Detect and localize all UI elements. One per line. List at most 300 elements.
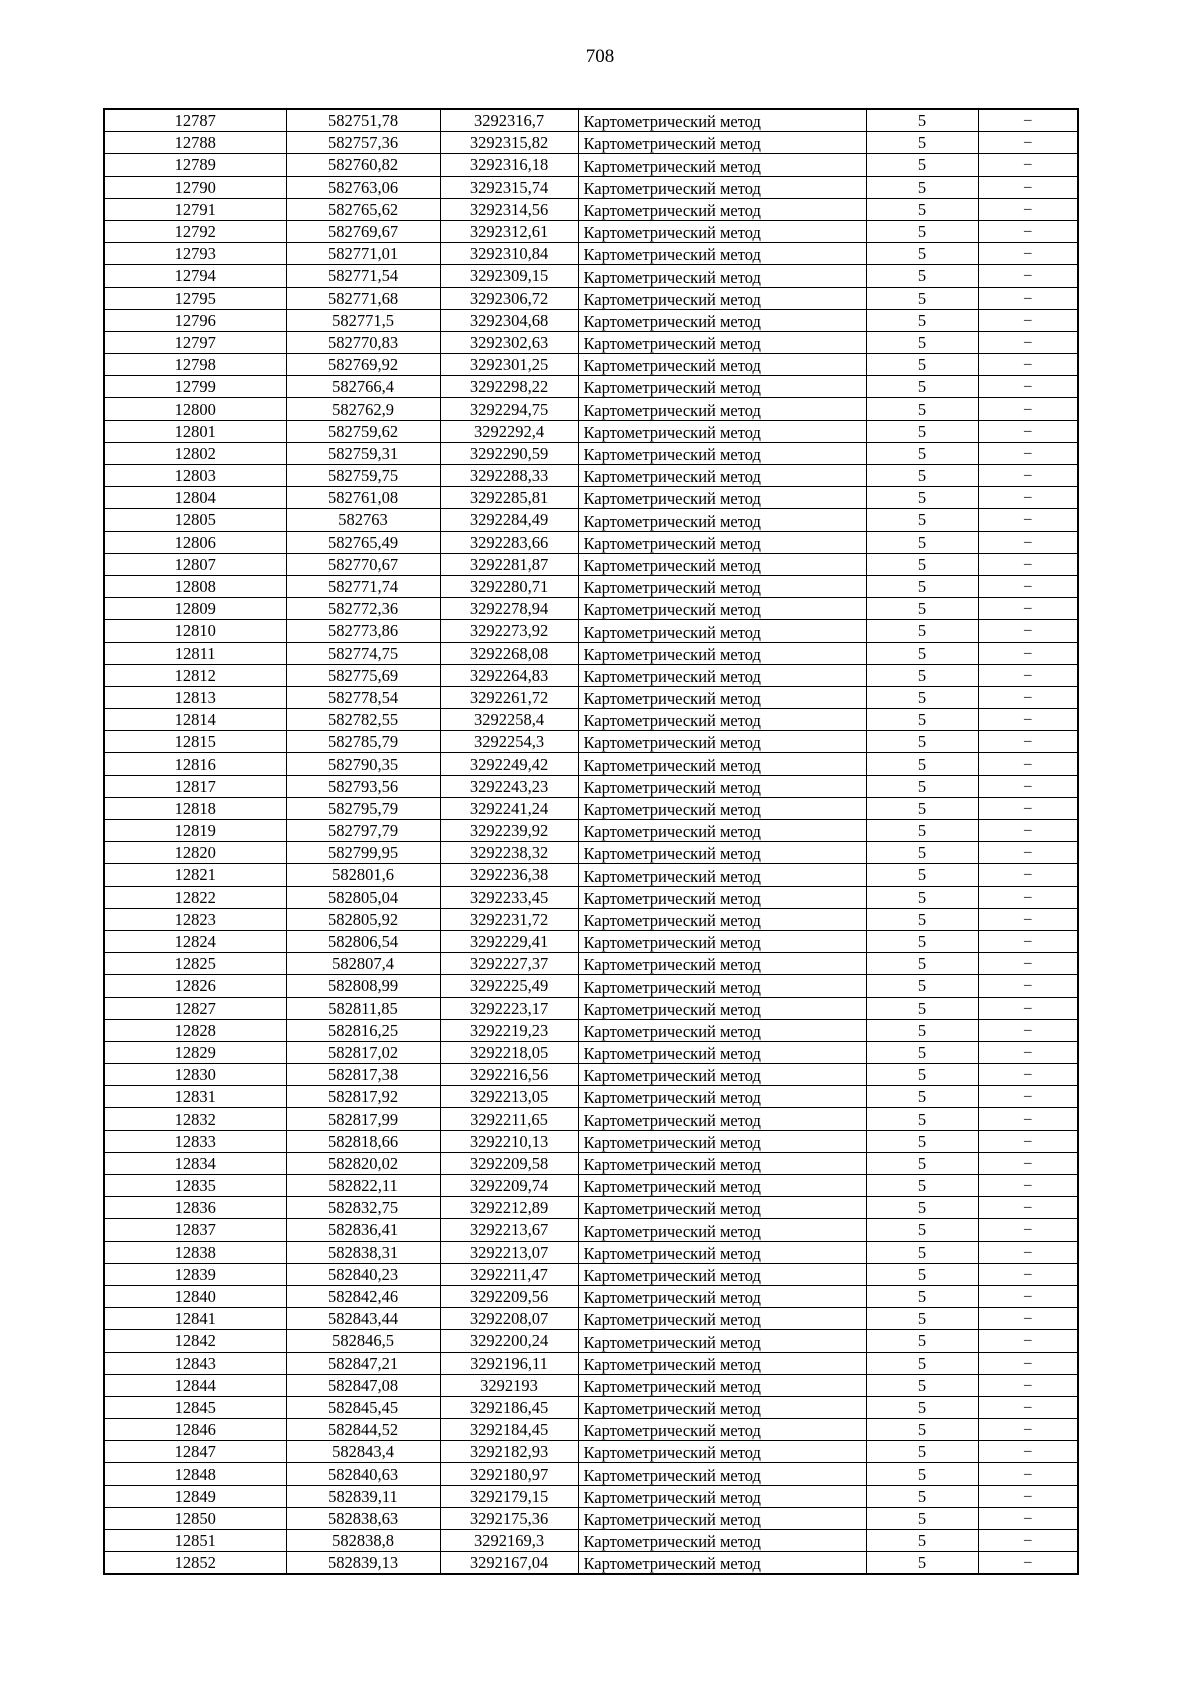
note-cell: –	[978, 1219, 1078, 1241]
x-coordinate-cell: 582760,82	[286, 154, 440, 176]
table-row	[104, 1352, 1078, 1374]
y-coordinate-cell: 3292285,81	[440, 487, 578, 509]
x-coordinate-cell: 582772,36	[286, 598, 440, 620]
method-cell: Картометрический метод	[578, 509, 866, 531]
point-number-cell: 12832	[104, 1108, 286, 1130]
note-cell: –	[978, 109, 1078, 132]
y-coordinate-cell: 3292179,15	[440, 1485, 578, 1507]
x-coordinate-cell: 582770,67	[286, 553, 440, 575]
method-cell: Картометрический метод	[578, 820, 866, 842]
y-coordinate-cell: 3292213,07	[440, 1241, 578, 1263]
x-coordinate-cell: 582808,99	[286, 975, 440, 997]
x-coordinate-cell: 582759,31	[286, 442, 440, 464]
note-cell: –	[978, 1175, 1078, 1197]
x-coordinate-cell: 582805,92	[286, 908, 440, 930]
note-cell: –	[978, 598, 1078, 620]
note-cell: –	[978, 420, 1078, 442]
table-row	[104, 775, 1078, 797]
note-cell: –	[978, 465, 1078, 487]
y-coordinate-cell: 3292309,15	[440, 265, 578, 287]
accuracy-cell: 5	[866, 1396, 978, 1418]
x-coordinate-cell: 582805,04	[286, 886, 440, 908]
table-row	[104, 664, 1078, 686]
accuracy-cell: 5	[866, 1485, 978, 1507]
accuracy-cell: 5	[866, 331, 978, 353]
point-number-cell: 12800	[104, 398, 286, 420]
accuracy-cell: 5	[866, 1197, 978, 1219]
method-cell: Картометрический метод	[578, 1219, 866, 1241]
y-coordinate-cell: 3292218,05	[440, 1041, 578, 1063]
x-coordinate-cell: 582773,86	[286, 620, 440, 642]
method-cell: Картометрический метод	[578, 1130, 866, 1152]
table-row	[104, 1108, 1078, 1130]
method-cell: Картометрический метод	[578, 1463, 866, 1485]
point-number-cell: 12849	[104, 1485, 286, 1507]
method-cell: Картометрический метод	[578, 198, 866, 220]
y-coordinate-cell: 3292186,45	[440, 1396, 578, 1418]
note-cell: –	[978, 1419, 1078, 1441]
x-coordinate-cell: 582817,92	[286, 1086, 440, 1108]
x-coordinate-cell: 582816,25	[286, 1019, 440, 1041]
x-coordinate-cell: 582840,63	[286, 1463, 440, 1485]
x-coordinate-cell: 582771,01	[286, 243, 440, 265]
accuracy-cell: 5	[866, 1330, 978, 1352]
x-coordinate-cell: 582763	[286, 509, 440, 531]
x-coordinate-cell: 582847,21	[286, 1352, 440, 1374]
y-coordinate-cell: 3292210,13	[440, 1130, 578, 1152]
x-coordinate-cell: 582774,75	[286, 642, 440, 664]
table-row	[104, 420, 1078, 442]
accuracy-cell: 5	[866, 686, 978, 708]
note-cell: –	[978, 908, 1078, 930]
table-row	[104, 220, 1078, 242]
table-row	[104, 465, 1078, 487]
point-number-cell: 12842	[104, 1330, 286, 1352]
accuracy-cell: 5	[866, 1041, 978, 1063]
accuracy-cell: 5	[866, 997, 978, 1019]
point-number-cell: 12840	[104, 1285, 286, 1307]
table-row	[104, 1263, 1078, 1285]
accuracy-cell: 5	[866, 620, 978, 642]
x-coordinate-cell: 582839,11	[286, 1485, 440, 1507]
accuracy-cell: 5	[866, 953, 978, 975]
table-row	[104, 1396, 1078, 1418]
x-coordinate-cell: 582820,02	[286, 1152, 440, 1174]
x-coordinate-cell: 582778,54	[286, 686, 440, 708]
note-cell: –	[978, 1374, 1078, 1396]
x-coordinate-cell: 582769,67	[286, 220, 440, 242]
table-row	[104, 709, 1078, 731]
x-coordinate-cell: 582811,85	[286, 997, 440, 1019]
accuracy-cell: 5	[866, 1152, 978, 1174]
x-coordinate-cell: 582838,31	[286, 1241, 440, 1263]
note-cell: –	[978, 309, 1078, 331]
x-coordinate-cell: 582817,38	[286, 1064, 440, 1086]
point-number-cell: 12806	[104, 531, 286, 553]
y-coordinate-cell: 3292316,7	[440, 109, 578, 132]
point-number-cell: 12829	[104, 1041, 286, 1063]
y-coordinate-cell: 3292243,23	[440, 775, 578, 797]
point-number-cell: 12801	[104, 420, 286, 442]
note-cell: –	[978, 265, 1078, 287]
table-row	[104, 1064, 1078, 1086]
point-number-cell: 12808	[104, 575, 286, 597]
table-row	[104, 1219, 1078, 1241]
x-coordinate-cell: 582838,63	[286, 1507, 440, 1529]
note-cell: –	[978, 1507, 1078, 1529]
accuracy-cell: 5	[866, 1374, 978, 1396]
table-row	[104, 953, 1078, 975]
accuracy-cell: 5	[866, 975, 978, 997]
x-coordinate-cell: 582763,06	[286, 176, 440, 198]
method-cell: Картометрический метод	[578, 487, 866, 509]
y-coordinate-cell: 3292209,58	[440, 1152, 578, 1174]
method-cell: Картометрический метод	[578, 1108, 866, 1130]
point-number-cell: 12813	[104, 686, 286, 708]
note-cell: –	[978, 243, 1078, 265]
method-cell: Картометрический метод	[578, 1374, 866, 1396]
table-row	[104, 1419, 1078, 1441]
accuracy-cell: 5	[866, 265, 978, 287]
x-coordinate-cell: 582771,5	[286, 309, 440, 331]
table-row	[104, 820, 1078, 842]
x-coordinate-cell: 582807,4	[286, 953, 440, 975]
y-coordinate-cell: 3292280,71	[440, 575, 578, 597]
x-coordinate-cell: 582775,69	[286, 664, 440, 686]
page-number: 708	[585, 46, 615, 67]
accuracy-cell: 5	[866, 1263, 978, 1285]
x-coordinate-cell: 582762,9	[286, 398, 440, 420]
point-number-cell: 12815	[104, 731, 286, 753]
table-row	[104, 1308, 1078, 1330]
table-row	[104, 1463, 1078, 1485]
x-coordinate-cell: 582761,08	[286, 487, 440, 509]
x-coordinate-cell: 582757,36	[286, 132, 440, 154]
x-coordinate-cell: 582770,83	[286, 331, 440, 353]
note-cell: –	[978, 575, 1078, 597]
method-cell: Картометрический метод	[578, 1485, 866, 1507]
table-row	[104, 731, 1078, 753]
x-coordinate-cell: 582782,55	[286, 709, 440, 731]
method-cell: Картометрический метод	[578, 1352, 866, 1374]
y-coordinate-cell: 3292209,74	[440, 1175, 578, 1197]
point-number-cell: 12827	[104, 997, 286, 1019]
point-number-cell: 12795	[104, 287, 286, 309]
method-cell: Картометрический метод	[578, 1197, 866, 1219]
method-cell: Картометрический метод	[578, 109, 866, 132]
table-row	[104, 1152, 1078, 1174]
note-cell: –	[978, 1530, 1078, 1552]
y-coordinate-cell: 3292211,47	[440, 1263, 578, 1285]
method-cell: Картометрический метод	[578, 1419, 866, 1441]
method-cell: Картометрический метод	[578, 1086, 866, 1108]
table-row	[104, 975, 1078, 997]
table-row	[104, 1197, 1078, 1219]
accuracy-cell: 5	[866, 1019, 978, 1041]
y-coordinate-cell: 3292273,92	[440, 620, 578, 642]
point-number-cell: 12838	[104, 1241, 286, 1263]
table-row	[104, 509, 1078, 531]
point-number-cell: 12834	[104, 1152, 286, 1174]
y-coordinate-cell: 3292229,41	[440, 930, 578, 952]
note-cell: –	[978, 620, 1078, 642]
x-coordinate-cell: 582817,99	[286, 1108, 440, 1130]
point-number-cell: 12811	[104, 642, 286, 664]
method-cell: Картометрический метод	[578, 376, 866, 398]
x-coordinate-cell: 582766,4	[286, 376, 440, 398]
note-cell: –	[978, 1441, 1078, 1463]
method-cell: Картометрический метод	[578, 442, 866, 464]
accuracy-cell: 5	[866, 598, 978, 620]
x-coordinate-cell: 582765,49	[286, 531, 440, 553]
x-coordinate-cell: 582795,79	[286, 797, 440, 819]
table-row	[104, 553, 1078, 575]
method-cell: Картометрический метод	[578, 420, 866, 442]
accuracy-cell: 5	[866, 354, 978, 376]
note-cell: –	[978, 1152, 1078, 1174]
table-row	[104, 686, 1078, 708]
y-coordinate-cell: 3292169,3	[440, 1530, 578, 1552]
accuracy-cell: 5	[866, 930, 978, 952]
accuracy-cell: 5	[866, 1463, 978, 1485]
x-coordinate-cell: 582822,11	[286, 1175, 440, 1197]
accuracy-cell: 5	[866, 420, 978, 442]
note-cell: –	[978, 1130, 1078, 1152]
x-coordinate-cell: 582751,78	[286, 109, 440, 132]
table-row	[104, 109, 1078, 132]
point-number-cell: 12841	[104, 1308, 286, 1330]
table-row	[104, 354, 1078, 376]
y-coordinate-cell: 3292288,33	[440, 465, 578, 487]
point-number-cell: 12820	[104, 842, 286, 864]
table-row	[104, 376, 1078, 398]
table-row	[104, 598, 1078, 620]
table-row	[104, 1086, 1078, 1108]
x-coordinate-cell: 582797,79	[286, 820, 440, 842]
note-cell: –	[978, 1263, 1078, 1285]
x-coordinate-cell: 582839,13	[286, 1552, 440, 1575]
accuracy-cell: 5	[866, 109, 978, 132]
y-coordinate-cell: 3292219,23	[440, 1019, 578, 1041]
accuracy-cell: 5	[866, 1130, 978, 1152]
y-coordinate-cell: 3292254,3	[440, 731, 578, 753]
point-number-cell: 12798	[104, 354, 286, 376]
y-coordinate-cell: 3292231,72	[440, 908, 578, 930]
accuracy-cell: 5	[866, 842, 978, 864]
method-cell: Картометрический метод	[578, 842, 866, 864]
table-row	[104, 331, 1078, 353]
note-cell: –	[978, 154, 1078, 176]
method-cell: Картометрический метод	[578, 1308, 866, 1330]
method-cell: Картометрический метод	[578, 686, 866, 708]
point-number-cell: 12835	[104, 1175, 286, 1197]
point-number-cell: 12788	[104, 132, 286, 154]
note-cell: –	[978, 1352, 1078, 1374]
y-coordinate-cell: 3292261,72	[440, 686, 578, 708]
method-cell: Картометрический метод	[578, 975, 866, 997]
note-cell: –	[978, 753, 1078, 775]
y-coordinate-cell: 3292223,17	[440, 997, 578, 1019]
point-number-cell: 12831	[104, 1086, 286, 1108]
y-coordinate-cell: 3292227,37	[440, 953, 578, 975]
y-coordinate-cell: 3292238,32	[440, 842, 578, 864]
table-row	[104, 797, 1078, 819]
table-row	[104, 908, 1078, 930]
y-coordinate-cell: 3292216,56	[440, 1064, 578, 1086]
method-cell: Картометрический метод	[578, 930, 866, 952]
accuracy-cell: 5	[866, 1507, 978, 1529]
y-coordinate-cell: 3292208,07	[440, 1308, 578, 1330]
point-number-cell: 12850	[104, 1507, 286, 1529]
table-row	[104, 309, 1078, 331]
note-cell: –	[978, 1019, 1078, 1041]
table-row	[104, 1285, 1078, 1307]
y-coordinate-cell: 3292301,25	[440, 354, 578, 376]
accuracy-cell: 5	[866, 1175, 978, 1197]
note-cell: –	[978, 1552, 1078, 1575]
accuracy-cell: 5	[866, 1241, 978, 1263]
x-coordinate-cell: 582806,54	[286, 930, 440, 952]
y-coordinate-cell: 3292213,05	[440, 1086, 578, 1108]
note-cell: –	[978, 642, 1078, 664]
y-coordinate-cell: 3292182,93	[440, 1441, 578, 1463]
note-cell: –	[978, 1041, 1078, 1063]
y-coordinate-cell: 3292281,87	[440, 553, 578, 575]
method-cell: Картометрический метод	[578, 753, 866, 775]
accuracy-cell: 5	[866, 1552, 978, 1575]
method-cell: Картометрический метод	[578, 331, 866, 353]
point-number-cell: 12796	[104, 309, 286, 331]
method-cell: Картометрический метод	[578, 531, 866, 553]
point-number-cell: 12789	[104, 154, 286, 176]
method-cell: Картометрический метод	[578, 953, 866, 975]
accuracy-cell: 5	[866, 575, 978, 597]
y-coordinate-cell: 3292225,49	[440, 975, 578, 997]
method-cell: Картометрический метод	[578, 575, 866, 597]
accuracy-cell: 5	[866, 1419, 978, 1441]
accuracy-cell: 5	[866, 775, 978, 797]
y-coordinate-cell: 3292312,61	[440, 220, 578, 242]
method-cell: Картометрический метод	[578, 132, 866, 154]
accuracy-cell: 5	[866, 198, 978, 220]
y-coordinate-cell: 3292193	[440, 1374, 578, 1396]
point-number-cell: 12791	[104, 198, 286, 220]
table-row	[104, 1507, 1078, 1529]
note-cell: –	[978, 442, 1078, 464]
table-row	[104, 1441, 1078, 1463]
accuracy-cell: 5	[866, 864, 978, 886]
method-cell: Картометрический метод	[578, 1441, 866, 1463]
method-cell: Картометрический метод	[578, 176, 866, 198]
point-number-cell: 12807	[104, 553, 286, 575]
note-cell: –	[978, 509, 1078, 531]
note-cell: –	[978, 775, 1078, 797]
point-number-cell: 12843	[104, 1352, 286, 1374]
x-coordinate-cell: 582759,62	[286, 420, 440, 442]
method-cell: Картометрический метод	[578, 731, 866, 753]
table-row	[104, 198, 1078, 220]
y-coordinate-cell: 3292304,68	[440, 309, 578, 331]
note-cell: –	[978, 354, 1078, 376]
y-coordinate-cell: 3292268,08	[440, 642, 578, 664]
method-cell: Картометрический метод	[578, 1396, 866, 1418]
method-cell: Картометрический метод	[578, 243, 866, 265]
method-cell: Картометрический метод	[578, 1175, 866, 1197]
y-coordinate-cell: 3292292,4	[440, 420, 578, 442]
method-cell: Картометрический метод	[578, 1041, 866, 1063]
note-cell: –	[978, 331, 1078, 353]
x-coordinate-cell: 582842,46	[286, 1285, 440, 1307]
y-coordinate-cell: 3292310,84	[440, 243, 578, 265]
table-row	[104, 132, 1078, 154]
point-number-cell: 12847	[104, 1441, 286, 1463]
point-number-cell: 12839	[104, 1263, 286, 1285]
note-cell: –	[978, 686, 1078, 708]
x-coordinate-cell: 582771,54	[286, 265, 440, 287]
note-cell: –	[978, 1463, 1078, 1485]
note-cell: –	[978, 553, 1078, 575]
x-coordinate-cell: 582790,35	[286, 753, 440, 775]
method-cell: Картометрический метод	[578, 309, 866, 331]
note-cell: –	[978, 132, 1078, 154]
y-coordinate-cell: 3292239,92	[440, 820, 578, 842]
accuracy-cell: 5	[866, 465, 978, 487]
note-cell: –	[978, 797, 1078, 819]
y-coordinate-cell: 3292298,22	[440, 376, 578, 398]
accuracy-cell: 5	[866, 531, 978, 553]
y-coordinate-cell: 3292316,18	[440, 154, 578, 176]
method-cell: Картометрический метод	[578, 154, 866, 176]
note-cell: –	[978, 1197, 1078, 1219]
point-number-cell: 12803	[104, 465, 286, 487]
note-cell: –	[978, 398, 1078, 420]
method-cell: Картометрический метод	[578, 886, 866, 908]
accuracy-cell: 5	[866, 1308, 978, 1330]
accuracy-cell: 5	[866, 1285, 978, 1307]
note-cell: –	[978, 531, 1078, 553]
table-row	[104, 442, 1078, 464]
point-number-cell: 12790	[104, 176, 286, 198]
y-coordinate-cell: 3292184,45	[440, 1419, 578, 1441]
point-number-cell: 12802	[104, 442, 286, 464]
accuracy-cell: 5	[866, 220, 978, 242]
point-number-cell: 12799	[104, 376, 286, 398]
accuracy-cell: 5	[866, 176, 978, 198]
y-coordinate-cell: 3292290,59	[440, 442, 578, 464]
note-cell: –	[978, 376, 1078, 398]
method-cell: Картометрический метод	[578, 642, 866, 664]
method-cell: Картометрический метод	[578, 1263, 866, 1285]
point-number-cell: 12812	[104, 664, 286, 686]
note-cell: –	[978, 1330, 1078, 1352]
table-row	[104, 886, 1078, 908]
accuracy-cell: 5	[866, 132, 978, 154]
table-row	[104, 1485, 1078, 1507]
table-row	[104, 1130, 1078, 1152]
table-row	[104, 1175, 1078, 1197]
accuracy-cell: 5	[866, 1352, 978, 1374]
method-cell: Картометрический метод	[578, 797, 866, 819]
x-coordinate-cell: 582836,41	[286, 1219, 440, 1241]
table-row	[104, 842, 1078, 864]
table-row	[104, 1019, 1078, 1041]
note-cell: –	[978, 1308, 1078, 1330]
note-cell: –	[978, 864, 1078, 886]
method-cell: Картометрический метод	[578, 1064, 866, 1086]
x-coordinate-cell: 582799,95	[286, 842, 440, 864]
note-cell: –	[978, 198, 1078, 220]
table-row	[104, 997, 1078, 1019]
